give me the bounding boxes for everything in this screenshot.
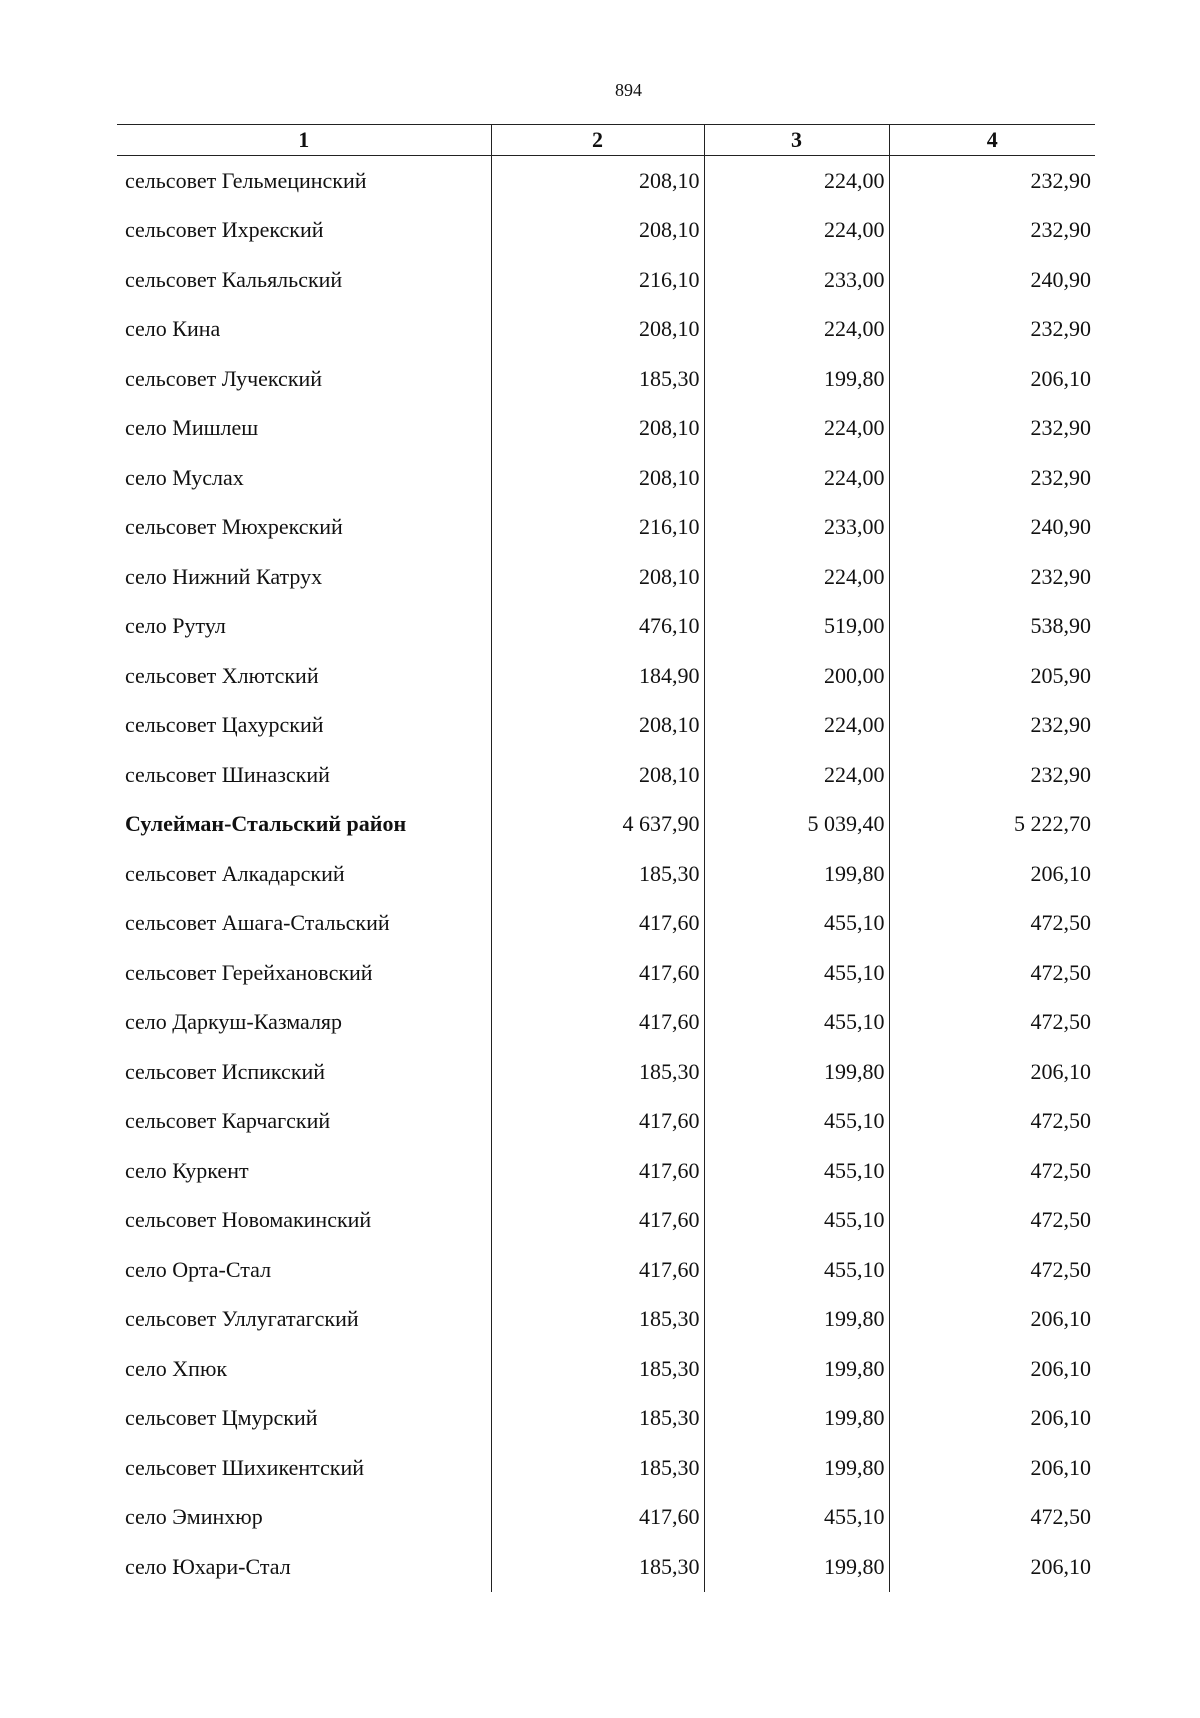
row-value-col3: 455,10 [704, 1146, 889, 1196]
row-value-col3: 233,00 [704, 503, 889, 553]
row-name-cell: сельсовет Алкадарский [125, 860, 345, 886]
row-value-col2: 417,60 [491, 899, 704, 949]
row-value-col4: 206,10 [889, 1344, 1095, 1394]
row-name-cell: село Куркент [125, 1157, 249, 1183]
row-value-col3: 455,10 [704, 998, 889, 1048]
row-value-col2: 417,60 [491, 998, 704, 1048]
row-value-col4: 472,50 [889, 1097, 1095, 1147]
row-name-cell: село Хпюк [125, 1355, 228, 1381]
row-value-col4: 232,90 [889, 206, 1095, 256]
row-value-col3: 224,00 [704, 404, 889, 454]
row-value-col2: 417,60 [491, 1245, 704, 1295]
row-value-col4: 232,90 [889, 701, 1095, 751]
row-name-cell: Сулейман-Стальский район [125, 811, 407, 837]
row-name-cell: сельсовет Шихикентский [125, 1454, 365, 1480]
row-value-col3: 199,80 [704, 1344, 889, 1394]
data-table-container [117, 124, 1095, 1592]
row-value-col3: 455,10 [704, 948, 889, 998]
row-value-col2: 208,10 [491, 453, 704, 503]
row-value-col3: 199,80 [704, 1542, 889, 1592]
row-value-col3: 200,00 [704, 651, 889, 701]
row-value-col4: 206,10 [889, 1295, 1095, 1345]
row-value-col3: 199,80 [704, 1443, 889, 1493]
row-value-col2: 216,10 [491, 255, 704, 305]
row-name-cell: сельсовет Новомакинский [125, 1207, 372, 1233]
row-value-col2: 208,10 [491, 404, 704, 454]
row-value-col3: 455,10 [704, 1196, 889, 1246]
row-name-cell: сельсовет Мюхрекский [125, 514, 343, 540]
table-row [117, 750, 1095, 800]
row-name-cell: сельсовет Шиназский [125, 761, 330, 787]
column-header-1: 1 [117, 125, 491, 156]
row-name-cell: село Орта-Стал [125, 1256, 272, 1282]
row-value-col2: 208,10 [491, 750, 704, 800]
table-row [117, 206, 1095, 256]
row-value-col4: 472,50 [889, 1245, 1095, 1295]
row-value-col3: 224,00 [704, 453, 889, 503]
table-row [117, 305, 1095, 355]
row-name-cell: село Муслах [125, 464, 244, 490]
row-value-col4: 472,50 [889, 948, 1095, 998]
row-name-cell: село Эминхюр [125, 1504, 263, 1530]
page-number: 894 [615, 80, 642, 100]
row-value-col3: 455,10 [704, 1245, 889, 1295]
table-row [117, 503, 1095, 553]
row-value-col2: 185,30 [491, 1443, 704, 1493]
table-row [117, 1196, 1095, 1246]
row-value-col4: 232,90 [889, 156, 1095, 206]
table-row [117, 1542, 1095, 1592]
row-value-col4: 206,10 [889, 1047, 1095, 1097]
row-value-col3: 455,10 [704, 899, 889, 949]
row-name-cell: сельсовет Цахурский [125, 712, 324, 738]
row-value-col3: 224,00 [704, 156, 889, 206]
row-value-col3: 224,00 [704, 206, 889, 256]
row-value-col3: 224,00 [704, 305, 889, 355]
row-name-cell: сельсовет Уллугатагский [125, 1306, 359, 1332]
row-name-cell: сельсовет Гельмецинский [125, 167, 367, 193]
row-value-col2: 208,10 [491, 206, 704, 256]
table-row [117, 651, 1095, 701]
row-value-col4: 5 222,70 [889, 800, 1095, 850]
row-name-cell: сельсовет Хлютский [125, 662, 319, 688]
row-value-col3: 224,00 [704, 750, 889, 800]
row-value-col4: 472,50 [889, 1196, 1095, 1246]
row-name-cell: сельсовет Герейхановский [125, 959, 373, 985]
table-row [117, 849, 1095, 899]
table-row [117, 354, 1095, 404]
row-value-col2: 185,30 [491, 1344, 704, 1394]
row-value-col2: 208,10 [491, 156, 704, 206]
row-name-cell: село Мишлеш [125, 415, 259, 441]
row-value-col3: 199,80 [704, 849, 889, 899]
district-row [117, 800, 1095, 850]
table-row [117, 156, 1095, 206]
row-value-col4: 240,90 [889, 503, 1095, 553]
row-value-col3: 224,00 [704, 701, 889, 751]
row-value-col3: 455,10 [704, 1097, 889, 1147]
row-value-col4: 232,90 [889, 305, 1095, 355]
row-value-col4: 232,90 [889, 552, 1095, 602]
row-value-col3: 233,00 [704, 255, 889, 305]
row-value-col3: 455,10 [704, 1493, 889, 1543]
row-value-col4: 232,90 [889, 750, 1095, 800]
row-name-cell: сельсовет Испикский [125, 1058, 326, 1084]
table-row [117, 1493, 1095, 1543]
row-value-col2: 417,60 [491, 1493, 704, 1543]
column-header-2: 2 [491, 125, 704, 156]
row-name-cell: село Рутул [125, 613, 226, 639]
row-value-col4: 205,90 [889, 651, 1095, 701]
row-name-cell: сельсовет Кальяльский [125, 266, 343, 292]
row-value-col3: 519,00 [704, 602, 889, 652]
row-value-col2: 185,30 [491, 1542, 704, 1592]
column-header-4: 4 [889, 125, 1095, 156]
table-row [117, 453, 1095, 503]
row-value-col3: 5 039,40 [704, 800, 889, 850]
table-row [117, 701, 1095, 751]
row-value-col2: 417,60 [491, 1196, 704, 1246]
row-name-cell: село Юхари-Стал [125, 1553, 291, 1579]
row-value-col2: 476,10 [491, 602, 704, 652]
row-value-col4: 206,10 [889, 1542, 1095, 1592]
row-value-col2: 185,30 [491, 849, 704, 899]
table-row [117, 255, 1095, 305]
table-body [117, 156, 1095, 1592]
row-name-cell: сельсовет Ихрекский [125, 217, 324, 243]
table-row [117, 404, 1095, 454]
table-row [117, 948, 1095, 998]
row-value-col2: 4 637,90 [491, 800, 704, 850]
column-header-3: 3 [704, 125, 889, 156]
row-value-col2: 208,10 [491, 552, 704, 602]
row-value-col4: 472,50 [889, 998, 1095, 1048]
row-name-cell: село Кина [125, 316, 221, 342]
row-value-col2: 185,30 [491, 354, 704, 404]
row-value-col4: 206,10 [889, 1394, 1095, 1444]
row-value-col2: 185,30 [491, 1295, 704, 1345]
header-row [117, 125, 1095, 156]
data-table [117, 124, 1095, 1592]
table-row [117, 1097, 1095, 1147]
row-value-col2: 417,60 [491, 1146, 704, 1196]
row-value-col2: 216,10 [491, 503, 704, 553]
row-value-col2: 417,60 [491, 948, 704, 998]
row-name-cell: село Нижний Катрух [125, 563, 323, 589]
row-value-col4: 206,10 [889, 354, 1095, 404]
row-value-col4: 538,90 [889, 602, 1095, 652]
row-name-cell: село Даркуш-Казмаляр [125, 1009, 343, 1035]
table-row [117, 1146, 1095, 1196]
row-value-col4: 472,50 [889, 899, 1095, 949]
row-name-cell: сельсовет Лучекский [125, 365, 323, 391]
row-value-col3: 199,80 [704, 1394, 889, 1444]
row-value-col3: 224,00 [704, 552, 889, 602]
row-value-col2: 417,60 [491, 1097, 704, 1147]
row-value-col4: 240,90 [889, 255, 1095, 305]
row-name-cell: сельсовет Ашага-Стальский [125, 910, 390, 936]
table-row [117, 1344, 1095, 1394]
table-row [117, 552, 1095, 602]
row-value-col4: 206,10 [889, 1443, 1095, 1493]
row-value-col4: 472,50 [889, 1493, 1095, 1543]
row-value-col2: 185,30 [491, 1394, 704, 1444]
row-value-col3: 199,80 [704, 1047, 889, 1097]
table-row [117, 1443, 1095, 1493]
table-row [117, 998, 1095, 1048]
row-value-col4: 472,50 [889, 1146, 1095, 1196]
table-row [117, 1295, 1095, 1345]
row-value-col4: 232,90 [889, 453, 1095, 503]
row-value-col4: 232,90 [889, 404, 1095, 454]
row-value-col2: 184,90 [491, 651, 704, 701]
table-row [117, 602, 1095, 652]
row-value-col2: 185,30 [491, 1047, 704, 1097]
table-row [117, 1047, 1095, 1097]
row-value-col2: 208,10 [491, 305, 704, 355]
row-value-col2: 208,10 [491, 701, 704, 751]
table-row [117, 899, 1095, 949]
row-name-cell: сельсовет Цмурский [125, 1405, 318, 1431]
row-value-col3: 199,80 [704, 1295, 889, 1345]
table-row [117, 1394, 1095, 1444]
row-name-cell: сельсовет Карчагский [125, 1108, 331, 1134]
row-value-col4: 206,10 [889, 849, 1095, 899]
table-row [117, 1245, 1095, 1295]
row-value-col3: 199,80 [704, 354, 889, 404]
table-header [117, 125, 1095, 156]
